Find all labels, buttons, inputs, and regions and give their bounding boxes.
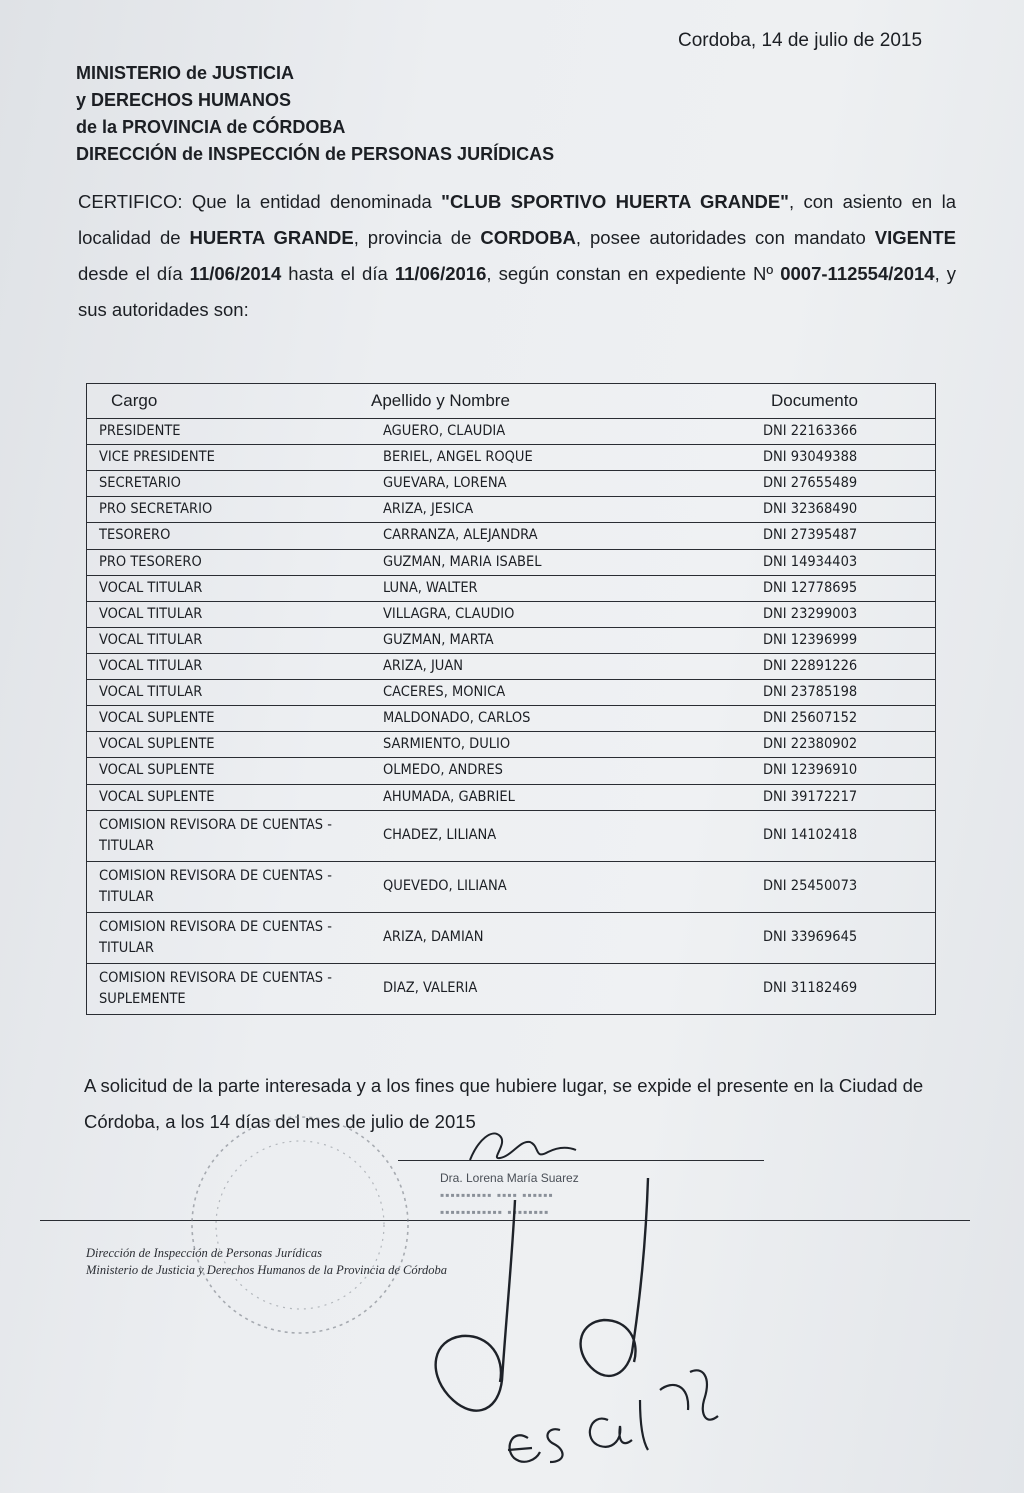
cargo-cell: PRO SECRETARIO xyxy=(87,497,371,523)
signature-scribble xyxy=(470,1133,576,1160)
signatory-name: Dra. Lorena María Suarez xyxy=(440,1171,579,1185)
document-cell: DNI 22891226 xyxy=(751,653,935,679)
name-cell: BERIEL, ANGEL ROQUE xyxy=(371,445,751,471)
name-cell: VILLAGRA, CLAUDIO xyxy=(371,601,751,627)
cargo-cell: COMISION REVISORA DE CUENTAS - TITULAR xyxy=(87,810,371,861)
certify-text: , y sus autoridades son: xyxy=(78,263,956,320)
signature-initial-right xyxy=(581,1178,648,1376)
certify-text: desde el día xyxy=(78,263,190,284)
name-cell: DIAZ, VALERIA xyxy=(383,980,478,997)
document-cell: DNI 14102418 xyxy=(751,810,935,861)
cargo-cell: VOCAL TITULAR xyxy=(87,653,371,679)
cargo-cell: COMISION REVISORA DE CUENTAS - TITULAR xyxy=(87,861,371,912)
header-cargo: Cargo xyxy=(87,384,371,419)
document-cell: DNI 27655489 xyxy=(751,471,935,497)
closing-paragraph: A solicitud de la parte interesada y a los fines que hubiere lugar, se expide el presente en la Ciudad de Córdoba, a los 14 días del mes de julio de 2015 xyxy=(84,1075,924,1132)
cargo-cell: VOCAL TITULAR xyxy=(87,627,371,653)
cargo-cell: VICE PRESIDENTE xyxy=(87,445,371,471)
header-name: Apellido y Nombre xyxy=(371,384,751,419)
document-cell: DNI 39172217 xyxy=(751,784,935,810)
name-cell: GUZMAN, MARTA xyxy=(371,627,751,653)
certify-text: , según constan en expediente Nº xyxy=(486,263,781,284)
document-cell: DNI 12396910 xyxy=(751,758,935,784)
certify-text: , posee autoridades con mandato xyxy=(575,227,875,248)
signature-initial-left xyxy=(436,1200,515,1411)
name-cell: AGUERO, CLAUDIA xyxy=(371,419,751,445)
ministry-line: DIRECCIÓN de INSPECCIÓN de PERSONAS JURÍDICAS xyxy=(76,144,555,164)
document-cell: DNI 32368490 xyxy=(751,497,935,523)
certify-text: , con asiento en la localidad de xyxy=(78,191,956,248)
document-cell: DNI 23785198 xyxy=(751,680,935,706)
name-cell: GUEVARA, LORENA xyxy=(371,471,751,497)
cargo-cell: VOCAL SUPLENTE xyxy=(87,758,371,784)
cargo-cell: COMISION REVISORA DE CUENTAS - TITULAR xyxy=(87,912,371,963)
document-cell: DNI 93049388 xyxy=(751,445,935,471)
footer-line: Dirección de Inspección de Personas Jurídicas xyxy=(86,1246,322,1260)
ministry-line: y DERECHOS HUMANOS xyxy=(76,90,292,110)
header-document: Documento xyxy=(751,384,935,419)
cargo-cell: VOCAL TITULAR xyxy=(87,680,371,706)
cargo-cell: PRO TESORERO xyxy=(87,549,371,575)
name-cell: GUZMAN, MARIA ISABEL xyxy=(371,549,751,575)
footer-line: Ministerio de Justicia y Derechos Humanos de la Provincia de Córdoba xyxy=(86,1263,448,1277)
stamp-inner-ring xyxy=(216,1141,384,1309)
document-cell: DNI 33969645 xyxy=(751,912,935,963)
document-cell: DNI 22163366 xyxy=(751,419,935,445)
name-cell: QUEVEDO, LILIANA xyxy=(371,861,751,912)
ministry-line: de la PROVINCIA de CÓRDOBA xyxy=(76,117,346,137)
cargo-cell: COMISION REVISORA DE CUENTAS - SUPLEMENTE xyxy=(99,969,332,1007)
name-cell: CHADEZ, LILIANA xyxy=(371,810,751,861)
name-cell: AHUMADA, GABRIEL xyxy=(371,784,751,810)
mandate-status: VIGENTE xyxy=(874,227,956,248)
cargo-cell: SECRETARIO xyxy=(87,471,371,497)
document-cell: DNI 22380902 xyxy=(751,732,935,758)
document-cell: DNI 31182469 xyxy=(763,980,858,997)
stamp-outer-ring xyxy=(192,1117,408,1333)
document-cell: DNI 23299003 xyxy=(751,601,935,627)
name-cell: ARIZA, JESICA xyxy=(371,497,751,523)
certify-text: , provincia de xyxy=(353,227,481,248)
document-cell: DNI 25450073 xyxy=(751,861,935,912)
locality: HUERTA GRANDE xyxy=(189,227,354,248)
mandate-end-date: 11/06/2016 xyxy=(394,263,487,284)
name-cell: SARMIENTO, DULIO xyxy=(371,732,751,758)
name-cell: ARIZA, JUAN xyxy=(371,653,751,679)
certify-text: hasta el día xyxy=(281,263,395,284)
certify-text: CERTIFICO: Que la entidad denominada xyxy=(78,191,442,212)
ministry-line: MINISTERIO de JUSTICIA xyxy=(76,63,295,83)
document-cell: DNI 27395487 xyxy=(751,523,935,549)
file-number: 0007-112554/2014 xyxy=(780,263,935,284)
cargo-cell: TESORERO xyxy=(87,523,371,549)
name-cell: CARRANZA, ALEJANDRA xyxy=(371,523,751,549)
name-cell: ARIZA, DAMIAN xyxy=(371,912,751,963)
document-date: Cordoba, 14 de julio de 2015 xyxy=(678,30,923,51)
mandate-start-date: 11/06/2014 xyxy=(189,263,282,284)
name-cell: CACERES, MONICA xyxy=(371,680,751,706)
cargo-cell: VOCAL SUPLENTE xyxy=(87,732,371,758)
signatory-title-blurred: ▪▪▪▪▪▪▪▪▪▪ ▪▪▪▪ ▪▪▪▪▪▪ xyxy=(440,1188,554,1202)
cargo-cell: VOCAL SUPLENTE xyxy=(87,784,371,810)
province: CORDOBA xyxy=(480,227,576,248)
name-cell: LUNA, WALTER xyxy=(371,575,751,601)
cargo-cell: VOCAL SUPLENTE xyxy=(87,706,371,732)
document-cell: DNI 25607152 xyxy=(751,706,935,732)
signatory-title-blurred: ▪▪▪▪▪▪▪▪▪▪▪▪ ▪▪▪▪▪▪▪▪ xyxy=(440,1205,550,1219)
cargo-cell: VOCAL TITULAR xyxy=(87,575,371,601)
handwritten-note xyxy=(508,1370,718,1462)
document-cell: DNI 12778695 xyxy=(751,575,935,601)
cargo-cell: VOCAL TITULAR xyxy=(87,601,371,627)
cargo-cell: PRESIDENTE xyxy=(87,419,371,445)
document-cell: DNI 14934403 xyxy=(751,549,935,575)
name-cell: OLMEDO, ANDRES xyxy=(371,758,751,784)
document-cell: DNI 12396999 xyxy=(751,627,935,653)
name-cell: MALDONADO, CARLOS xyxy=(371,706,751,732)
entity-name: "CLUB SPORTIVO HUERTA GRANDE" xyxy=(441,191,789,212)
